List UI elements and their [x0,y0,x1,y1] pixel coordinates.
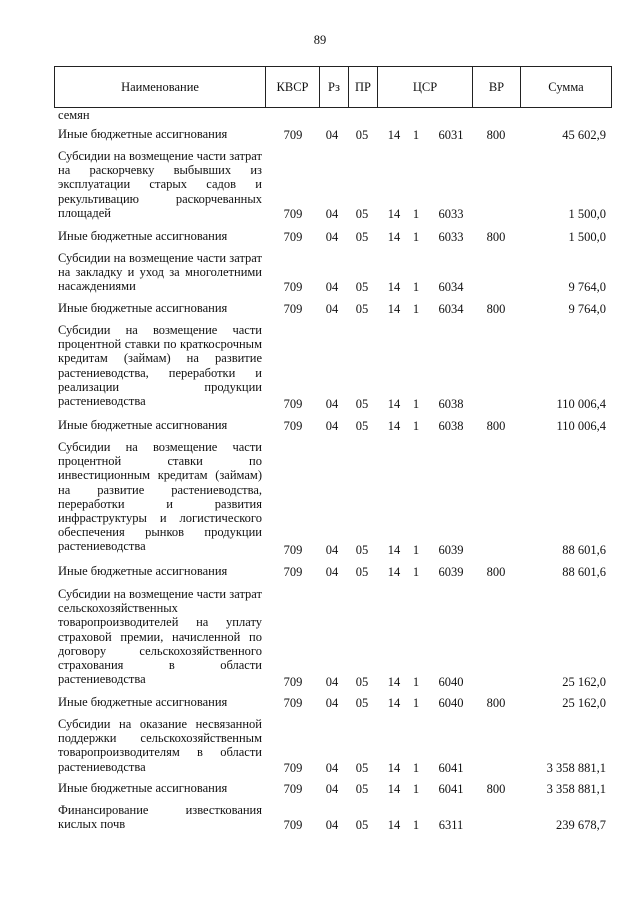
table-row [0,149,640,221]
row-csr-part3: 6311 [438,818,464,832]
row-csr-part1: 14 [387,818,401,832]
table-row [0,564,640,579]
row-vr: 800 [486,782,506,796]
row-sum: 88 601,6 [562,565,606,579]
row-sum: 3 358 881,1 [546,782,606,796]
table-row [0,781,640,796]
row-vr: 800 [486,696,506,710]
table-row [0,229,640,244]
row-csr-part2: 1 [412,280,420,294]
row-kvsr: 709 [283,207,303,221]
row-kvsr: 709 [283,761,303,775]
row-rz: 04 [325,128,339,142]
row-name: Субсидии на возмещение части процентной ставки по инвестиционным кредитам (займам) на развитие растениеводства, переработки и развития инфраструктуры и логистического обеспечения рынков продукции растениеводства [58,440,262,554]
row-rz: 04 [325,696,339,710]
row-rz: 04 [325,280,339,294]
row-csr-part1: 14 [387,675,401,689]
table-row [0,127,640,142]
row-csr-part3: 6033 [438,207,464,221]
page-number: 89 [313,33,327,47]
row-name: Иные бюджетные ассигнования [58,418,228,432]
row-pr: 05 [355,696,369,710]
row-csr-part2: 1 [412,397,420,411]
header-name: Наименование [55,67,266,107]
row-csr-part1: 14 [387,397,401,411]
row-pr: 05 [355,818,369,832]
row-csr-part3: 6033 [438,230,464,244]
row-kvsr: 709 [283,419,303,433]
row-vr: 800 [486,565,506,579]
row-name: Финансирование известкования кислых почв [58,803,262,832]
row-name: Субсидии на возмещение части затрат сельскохозяйственных товаропроизводителей на уплату страховой премии, начисленной по договору сельскохозяйственного страхования в области растениеводства [58,587,262,687]
row-pr: 05 [355,675,369,689]
row-sum: 1 500,0 [568,207,606,221]
row-sum: 25 162,0 [562,675,606,689]
row-rz: 04 [325,543,339,557]
table-row [0,803,640,832]
row-csr-part1: 14 [387,280,401,294]
row-rz: 04 [325,302,339,316]
table-row [0,323,640,411]
row-pr: 05 [355,761,369,775]
table-row [0,301,640,316]
table-row [0,251,640,294]
row-vr: 800 [486,230,506,244]
row-rz: 04 [325,675,339,689]
row-csr-part2: 1 [412,761,420,775]
row-pr: 05 [355,302,369,316]
row-csr-part3: 6038 [438,419,464,433]
row-sum: 1 500,0 [568,230,606,244]
row-csr-part2: 1 [412,128,420,142]
row-csr-part3: 6034 [438,280,464,294]
header-csr: ЦСР [378,67,473,107]
row-name: Иные бюджетные ассигнования [58,695,228,709]
row-kvsr: 709 [283,397,303,411]
row-sum: 45 602,9 [562,128,606,142]
row-rz: 04 [325,230,339,244]
row-rz: 04 [325,207,339,221]
row-sum: 9 764,0 [568,280,606,294]
row-csr-part1: 14 [387,302,401,316]
row-vr: 800 [486,419,506,433]
row-csr-part3: 6040 [438,696,464,710]
row-rz: 04 [325,782,339,796]
row-kvsr: 709 [283,675,303,689]
row-rz: 04 [325,397,339,411]
row-csr-part3: 6034 [438,302,464,316]
table-row [0,717,640,775]
row-kvsr: 709 [283,230,303,244]
row-csr-part2: 1 [412,419,420,433]
row-csr-part2: 1 [412,207,420,221]
row-kvsr: 709 [283,280,303,294]
row-sum: 239 678,7 [556,818,606,832]
row-name: Субсидии на возмещение части процентной ставки по краткосрочным кредитам (займам) на развитие растениеводства, переработки и реализации продукции растениеводства [58,323,262,409]
row-rz: 04 [325,761,339,775]
row-name: Иные бюджетные ассигнования [58,564,228,578]
row-csr-part3: 6039 [438,543,464,557]
header-vr: ВР [473,67,521,107]
row-csr-part3: 6039 [438,565,464,579]
table-row [0,440,640,557]
row-csr-part2: 1 [412,565,420,579]
row-sum: 110 006,4 [556,419,606,433]
row-rz: 04 [325,565,339,579]
header-rz: Рз [320,67,349,107]
row-csr-part1: 14 [387,565,401,579]
row-pr: 05 [355,280,369,294]
row-name: семян [58,108,90,122]
row-csr-part1: 14 [387,782,401,796]
row-kvsr: 709 [283,128,303,142]
row-name: Субсидии на оказание несвязанной поддержки сельскохозяйственным товаропроизводителям в области растениеводства [58,717,262,774]
row-csr-part2: 1 [412,782,420,796]
row-vr: 800 [486,302,506,316]
row-csr-part1: 14 [387,543,401,557]
row-rz: 04 [325,419,339,433]
row-sum: 88 601,6 [562,543,606,557]
row-pr: 05 [355,782,369,796]
row-kvsr: 709 [283,565,303,579]
row-csr-part2: 1 [412,302,420,316]
row-sum: 110 006,4 [556,397,606,411]
row-csr-part2: 1 [412,230,420,244]
header-sum: Сумма [548,80,584,94]
row-name: Субсидии на возмещение части затрат на раскорчевку выбывших из эксплуатации старых садов и рекультивацию раскорчеванных площадей [58,149,262,220]
row-csr-part1: 14 [387,696,401,710]
row-csr-part2: 1 [412,675,420,689]
table-row [0,587,640,689]
row-pr: 05 [355,128,369,142]
row-pr: 05 [355,419,369,433]
row-name: Иные бюджетные ассигнования [58,229,228,243]
row-pr: 05 [355,230,369,244]
table-row [0,108,640,123]
table-row [0,418,640,433]
row-sum: 25 162,0 [562,696,606,710]
header-pr: ПР [349,67,378,107]
row-kvsr: 709 [283,696,303,710]
row-pr: 05 [355,207,369,221]
row-sum: 9 764,0 [568,302,606,316]
row-kvsr: 709 [283,782,303,796]
row-csr-part3: 6041 [438,761,464,775]
row-csr-part1: 14 [387,230,401,244]
table-row [0,695,640,710]
row-csr-part2: 1 [412,543,420,557]
row-csr-part3: 6038 [438,397,464,411]
row-pr: 05 [355,543,369,557]
row-csr-part1: 14 [387,761,401,775]
header-kvsr: КВСР [266,67,320,107]
table-header [54,66,612,108]
row-pr: 05 [355,565,369,579]
row-csr-part3: 6040 [438,675,464,689]
row-pr: 05 [355,397,369,411]
row-csr-part1: 14 [387,207,401,221]
row-name: Субсидии на возмещение части затрат на закладку и уход за многолетними насаждениями [58,251,262,294]
row-csr-part2: 1 [412,818,420,832]
row-name: Иные бюджетные ассигнования [58,127,228,141]
row-csr-part3: 6031 [438,128,464,142]
row-rz: 04 [325,818,339,832]
row-name: Иные бюджетные ассигнования [58,781,228,795]
row-csr-part1: 14 [387,419,401,433]
row-kvsr: 709 [283,818,303,832]
row-sum: 3 358 881,1 [546,761,606,775]
row-name: Иные бюджетные ассигнования [58,301,228,315]
row-vr: 800 [486,128,506,142]
row-csr-part2: 1 [412,696,420,710]
row-csr-part3: 6041 [438,782,464,796]
row-kvsr: 709 [283,302,303,316]
row-csr-part1: 14 [387,128,401,142]
row-kvsr: 709 [283,543,303,557]
